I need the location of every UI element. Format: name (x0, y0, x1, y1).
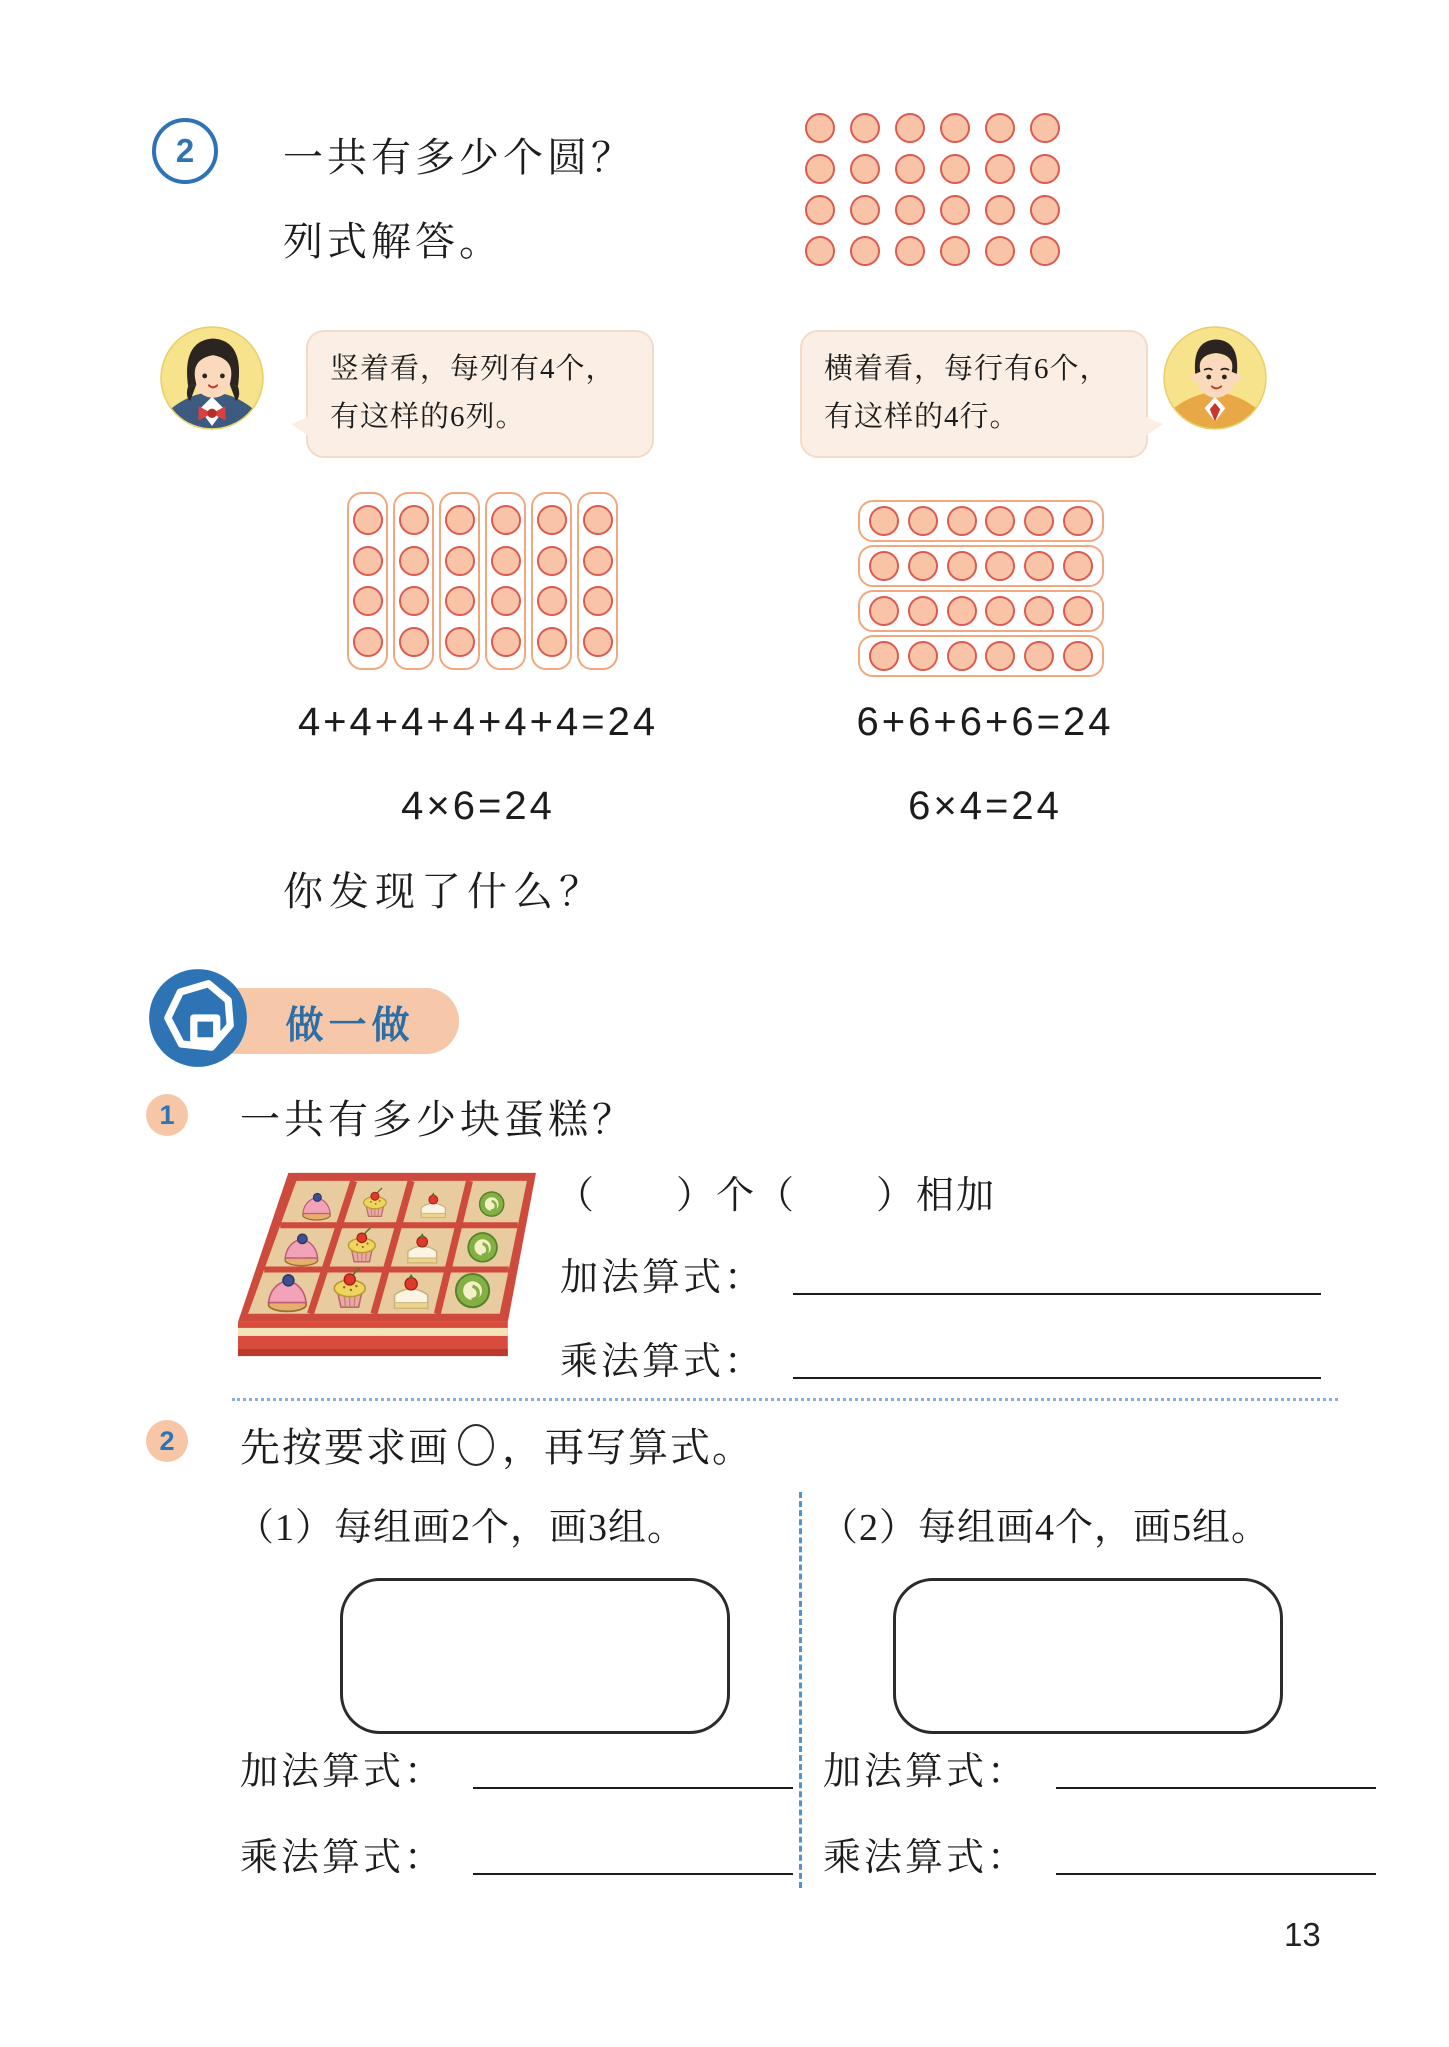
row-group (858, 635, 1104, 677)
circle-dot (947, 506, 977, 536)
addition-answer-blank[interactable] (793, 1283, 1321, 1295)
circle-dot (1024, 641, 1054, 671)
girl-bubble-line1: 竖着看，每列有4个， (330, 353, 616, 385)
circle-dot (1030, 154, 1060, 184)
right-multiplication-equation: 6×4=24 (908, 784, 1062, 828)
circle-dot (985, 154, 1015, 184)
circle-dot (537, 586, 567, 616)
girl-bubble-line2: 有这样的6列。 (330, 401, 526, 433)
left-multiplication-equation: 4×6=24 (401, 784, 555, 828)
practice1-multiplication-row (560, 1330, 1321, 1385)
circle-dot (908, 641, 938, 671)
column-group (531, 492, 572, 670)
circle-dot (895, 154, 925, 184)
circle-dot (947, 596, 977, 626)
girl-avatar (160, 326, 264, 430)
multiplication-label: 乘法算式： (240, 1837, 446, 1879)
circle-dot (908, 551, 938, 581)
circle-dot (445, 546, 475, 576)
boy-bubble-line2: 有这样的4行。 (824, 401, 1020, 433)
circle-dot (1063, 596, 1093, 626)
circle-dot (583, 627, 613, 657)
circle-dot (940, 195, 970, 225)
row-groups (858, 500, 1104, 677)
circle-dot (1030, 236, 1060, 266)
circle-dot (1063, 506, 1093, 536)
circle-dot (869, 641, 899, 671)
practice2-number-badge: 2 (146, 1420, 188, 1462)
addition-answer-blank[interactable] (473, 1777, 793, 1789)
practice1-addition-row (560, 1246, 1321, 1301)
circle-dot (399, 586, 429, 616)
circle-dot (1063, 641, 1093, 671)
left-addition-equation: 4+4+4+4+4+4=24 (297, 700, 659, 744)
practice2-left-multiplication-row (240, 1826, 793, 1881)
circle-glyph (458, 1424, 494, 1466)
circle-dot (985, 195, 1015, 225)
circle-dot (850, 195, 880, 225)
circle-dot (445, 505, 475, 535)
column-group (439, 492, 480, 670)
dotted-separator (232, 1398, 1338, 1401)
circle-dot (583, 586, 613, 616)
circle-dot (1024, 506, 1054, 536)
circle-dot (940, 236, 970, 266)
circle-dot (869, 506, 899, 536)
practice2-instruction (240, 1416, 754, 1473)
circle-dot (908, 506, 938, 536)
circle-dot (399, 505, 429, 535)
discover-question: 你发现了什么？ (283, 869, 605, 914)
circle-dot (805, 154, 835, 184)
circle-dot (895, 236, 925, 266)
circle-dot (1030, 113, 1060, 143)
circle-dot (1030, 195, 1060, 225)
circle-dot (583, 505, 613, 535)
circle-dot (869, 551, 899, 581)
column-group (347, 492, 388, 670)
column-groups (347, 492, 618, 670)
page-number: 13 (1284, 1916, 1321, 1953)
row-group (858, 545, 1104, 587)
circle-dot (850, 154, 880, 184)
circle-dot (947, 641, 977, 671)
practice2-sub2-label: （2）每组画4个，画5组。 (820, 1507, 1271, 1549)
drawing-box-2[interactable] (893, 1578, 1283, 1734)
dot-grid-row (805, 236, 1060, 266)
circle-dot (940, 154, 970, 184)
column-group (577, 492, 618, 670)
circle-dot (985, 506, 1015, 536)
addition-answer-blank[interactable] (1056, 1777, 1376, 1789)
circle-dot (353, 627, 383, 657)
cake-box-illustration (238, 1170, 540, 1368)
practice1-question: 一共有多少块蛋糕？ (240, 1097, 636, 1142)
circle-dot (940, 113, 970, 143)
cake-box-icon (238, 1170, 540, 1368)
circle-dot (583, 546, 613, 576)
addition-label: 加法算式： (240, 1751, 446, 1793)
multiplication-answer-blank[interactable] (793, 1367, 1321, 1379)
addition-label: 加法算式： (823, 1751, 1029, 1793)
circle-dot (491, 586, 521, 616)
circle-dot (399, 546, 429, 576)
circle-dot (1024, 596, 1054, 626)
circle-dot (805, 113, 835, 143)
circle-dot (399, 627, 429, 657)
circle-dot (537, 505, 567, 535)
practice-section-icon (146, 966, 250, 1070)
circle-dot (353, 546, 383, 576)
problem-question-line1: 一共有多少个圆？ (283, 135, 635, 180)
practice-header-label: 做一做 (285, 1004, 415, 1047)
boy-avatar-icon (1163, 326, 1267, 430)
circle-dot (895, 195, 925, 225)
circle-dot (491, 546, 521, 576)
circle-dot (491, 505, 521, 535)
do-it-icon (146, 966, 250, 1070)
circle-dot (805, 236, 835, 266)
girl-speech-bubble (306, 330, 654, 458)
circle-dot (895, 113, 925, 143)
practice2-right-multiplication-row (823, 1826, 1376, 1881)
practice2-sub1-label: （1）每组画2个，画3组。 (236, 1507, 687, 1549)
boy-bubble-line1: 横着看，每行有6个， (824, 353, 1110, 385)
multiplication-label: 乘法算式： (560, 1341, 766, 1383)
dot-grid-row (805, 195, 1060, 225)
multiplication-answer-blank[interactable] (1056, 1863, 1376, 1875)
circle-dot (1024, 551, 1054, 581)
circle-dot (985, 596, 1015, 626)
instruction-suffix: ，再写算式。 (502, 1425, 754, 1470)
instruction-prefix: 先按要求画 (240, 1425, 450, 1470)
circle-dot (1063, 551, 1093, 581)
circle-dot (908, 596, 938, 626)
circle-dot (985, 551, 1015, 581)
practice1-hint: （ ）个（ ）相加 (556, 1175, 997, 1217)
circle-dot (353, 505, 383, 535)
right-addition-equation: 6+6+6+6=24 (856, 700, 1114, 744)
circle-dot (445, 586, 475, 616)
circle-dot (537, 546, 567, 576)
circle-dot (947, 551, 977, 581)
practice1-number-badge: 1 (146, 1094, 188, 1136)
boy-avatar (1163, 326, 1267, 430)
multiplication-label: 乘法算式： (823, 1837, 1029, 1879)
circle-dot (985, 641, 1015, 671)
dot-grid (805, 113, 1060, 277)
column-group (393, 492, 434, 670)
dot-grid-row (805, 113, 1060, 143)
circle-dot (869, 596, 899, 626)
row-group (858, 590, 1104, 632)
multiplication-answer-blank[interactable] (473, 1863, 793, 1875)
circle-dot (850, 236, 880, 266)
dot-grid-row (805, 154, 1060, 184)
circle-dot (805, 195, 835, 225)
problem-question-line2: 列式解答。 (283, 219, 503, 264)
boy-speech-bubble (800, 330, 1148, 458)
circle-dot (850, 113, 880, 143)
column-group (485, 492, 526, 670)
dashed-divider (799, 1492, 802, 1888)
practice2-left-addition-row (240, 1740, 793, 1795)
circle-dot (985, 113, 1015, 143)
addition-label: 加法算式： (560, 1257, 766, 1299)
problem-number-badge: 2 (152, 118, 218, 184)
girl-avatar-icon (160, 326, 264, 430)
circle-dot (445, 627, 475, 657)
circle-dot (537, 627, 567, 657)
drawing-box-1[interactable] (340, 1578, 730, 1734)
practice2-right-addition-row (823, 1740, 1376, 1795)
circle-dot (491, 627, 521, 657)
row-group (858, 500, 1104, 542)
circle-dot (985, 236, 1015, 266)
circle-dot (353, 586, 383, 616)
